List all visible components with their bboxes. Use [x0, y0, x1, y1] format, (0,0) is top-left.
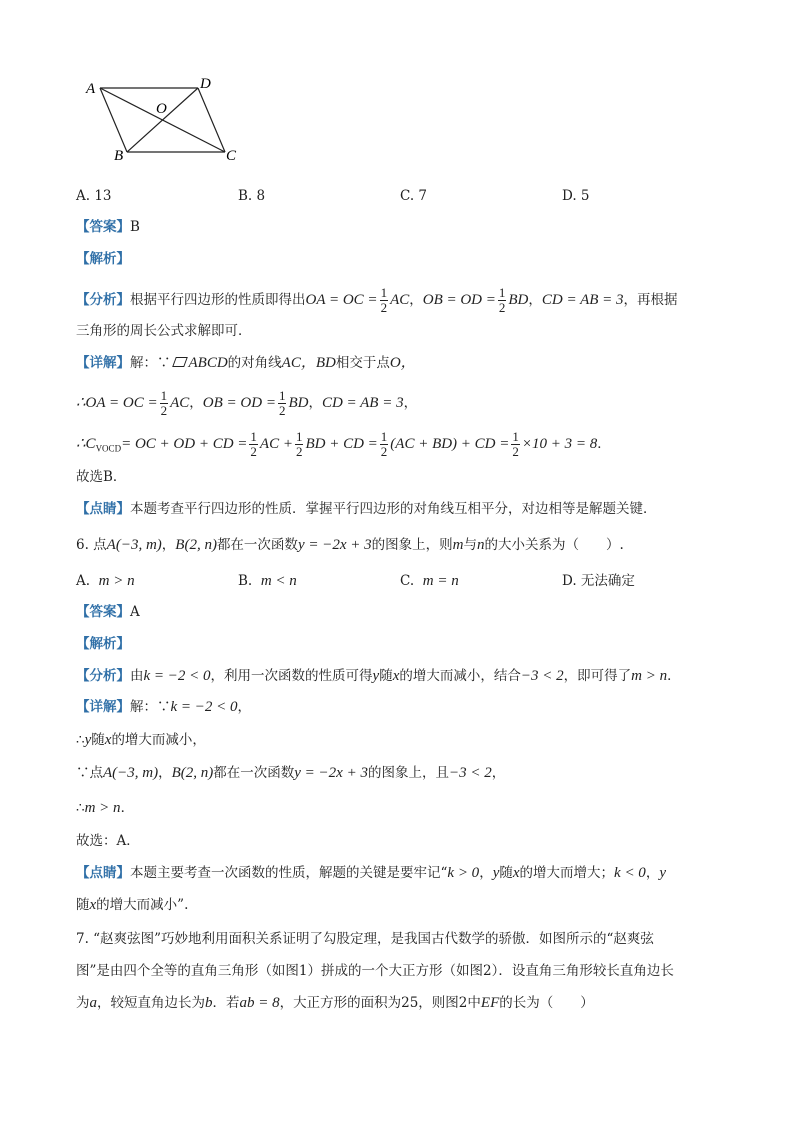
q6-option-a: A. m > n: [76, 573, 135, 589]
parallelogram-figure: [80, 72, 250, 172]
q5-fenxi-line2: 三角形的周长公式求解即可．: [76, 323, 252, 339]
q5-answer: 【答案】B: [76, 219, 140, 235]
q6-jiexi: 【解析】: [76, 636, 130, 652]
label-c: C: [226, 148, 237, 164]
q6-xiangjie-line2: ∴y随x的增大而减小，: [76, 732, 206, 748]
q6-option-d: D. 无法确定: [562, 573, 635, 589]
q6-xiangjie-line1: 【详解】解：∵k = −2 < 0，: [76, 699, 252, 715]
q5-option-c: C. 7: [400, 188, 428, 204]
q6-xiangjie-line3: ∵点A(−3, m)，B(2, n)都在一次函数y = −2x + 3的图象上，且−3 < 2，: [76, 765, 506, 781]
q5-option-a: A. 13: [76, 188, 112, 204]
fraction-half: $\frac{1}{2}$: [498, 285, 506, 315]
label-b: B: [114, 148, 124, 164]
q6-guxuan: 故选：A．: [76, 833, 140, 849]
q6-dianjing-line1: 【点睛】本题主要考查一次函数的性质，解题的关键是要牢记“k > 0，y随x的增大而增大；k < 0，y: [76, 865, 666, 881]
q6-option-c: C. m = n: [400, 573, 459, 589]
q6-dianjing-line2: 随x的增大而减小”.: [76, 897, 189, 913]
q6-option-b: B. m < n: [238, 573, 297, 589]
q5-xiangjie-line3: $\therefore C_{VOCD}=$ OC + OD + CD = $\frac{1}{2}$ AC + $\frac{1}{2}$ BD + CD = $\frac{1}{2}$ (AC + BD) + CD = $\frac{1}{2}$ ×10 + 3 = 8．: [76, 429, 611, 459]
q5-xiangjie-line2: ∴OA = OC = $\frac{1}{2}$ AC，OB = OD = $\frac{1}{2}$ BD，CD = AB = 3，: [76, 388, 418, 418]
q5-dianjing: 【点睛】本题考查平行四边形的性质．掌握平行四边形的对角线互相平分，对边相等是解题关键．: [76, 501, 657, 517]
side-dc: [198, 88, 225, 152]
parallelogram-symbol: [172, 357, 188, 367]
q7-stem-line1: 7. “赵爽弦图”巧妙地利用面积关系证明了勾股定理，是我国古代数学的骄傲．如图所示的“赵爽弦: [76, 931, 654, 947]
side-ba: [100, 88, 127, 152]
q5-guxuan: 故选B．: [76, 469, 127, 485]
q6-answer: 【答案】A: [76, 604, 140, 620]
label-a: A: [86, 81, 96, 97]
q5-jiexi: 【解析】: [76, 251, 130, 267]
label-d: D: [200, 76, 211, 92]
q7-stem-line2: 图”是由四个全等的直角三角形（如图1）拼成的一个大正方形（如图2）．设直角三角形较长直角边长: [76, 963, 674, 979]
q6-stem: 6. 点A(−3, m)，B(2, n)都在一次函数y = −2x + 3的图象上，则m与n的大小关系为（ ）.: [76, 537, 624, 553]
q5-option-b: B. 8: [238, 188, 266, 204]
q5-xiangjie-line1: 【详解】解：∵ ABCD的对角线AC，BD相交于点O，: [76, 355, 416, 371]
label-o: O: [156, 101, 167, 117]
q5-fenxi-line1: 【分析】根据平行四边形的性质即得出OA = OC = $\frac{1}{2}$ AC，OB = OD = $\frac{1}{2}$ BD，CD = AB = 3，再根据: [76, 285, 678, 315]
q5-option-d: D. 5: [562, 188, 590, 204]
q6-fenxi: 【分析】由k = −2 < 0，利用一次函数的性质可得y随x的增大而减小，结合−3 < 2，即可得了m > n．: [76, 668, 681, 684]
diagonal-bd: [127, 88, 198, 152]
fraction-half: $\frac{1}{2}$: [380, 285, 388, 315]
q7-stem-line3: 为a，较短直角边长为b．若ab = 8，大正方形的面积为25，则图2中EF的长为（ ）: [76, 995, 594, 1011]
q6-xiangjie-line4: ∴m > n．: [76, 800, 135, 816]
